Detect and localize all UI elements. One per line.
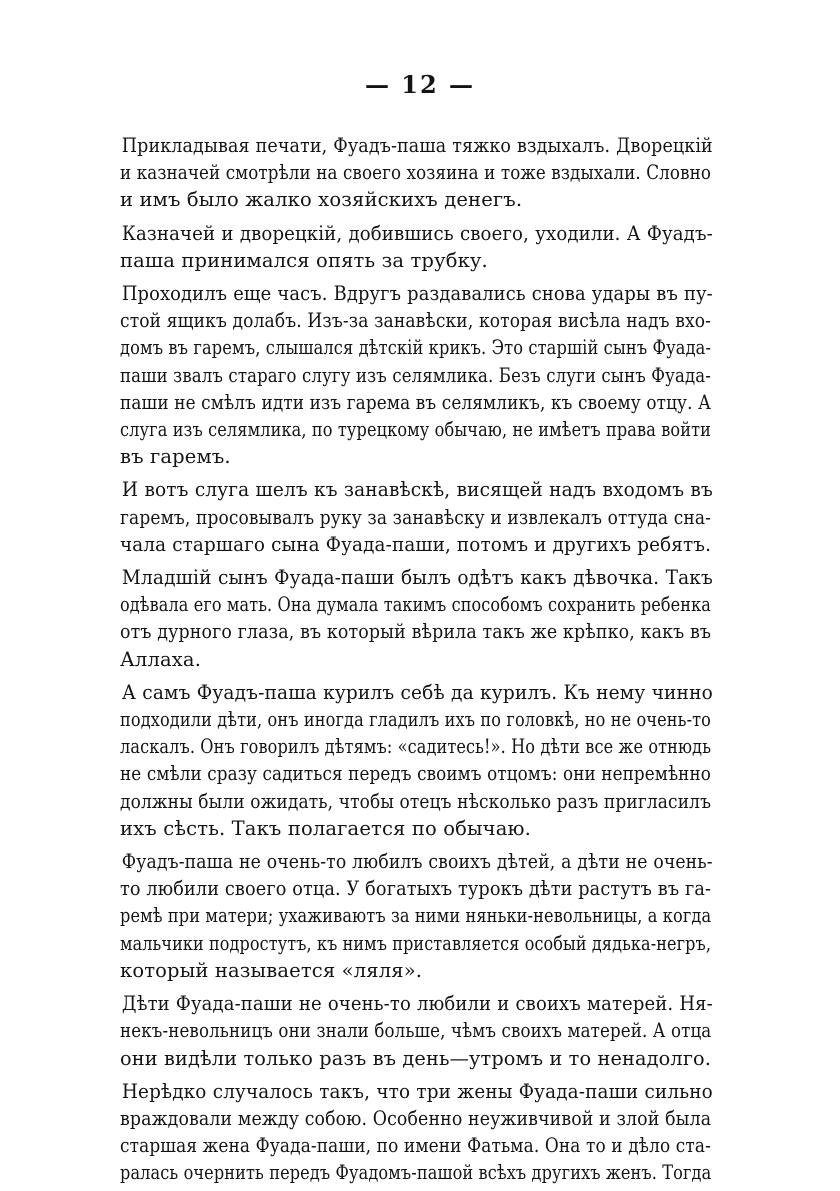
text-line: некъ-невольницъ они знали больше, чѣмъ своихъ матерей. А отца [120,1019,712,1043]
text-line: и казначей смотрѣли на своего хозяина и тоже вздыхали. Словно [120,161,712,185]
text-line: паши не смѣлъ идти изъ гарема въ селямликъ, къ своему отцу. А [120,390,711,414]
text-line: подходили дѣти, онъ иногда гладилъ ихъ по головкѣ, но не очень-то [120,708,712,732]
text-line: и имъ было жалко хозяйскихъ денегъ. [120,188,523,212]
text-line: ремѣ при матери; ухаживаютъ за ними няньки-невольницы, а когда [120,904,712,928]
text-line: домъ въ гаремъ, слышался дѣтскій крикъ. Это старшій сынъ Фуада- [120,336,712,360]
text-line: паши звалъ стараго слугу изъ селямлика. Безъ слуги сынъ Фуада- [120,363,711,387]
text-line: они видѣли только разъ въ день—утромъ и то ненадолго. [120,1046,712,1070]
paragraph [120,1078,711,1187]
page-number: — 12 — [364,70,476,99]
paragraph [120,220,711,274]
text-line: который называется «ляля». [120,958,423,982]
text-line: А самъ Фуадъ-паша курилъ себѣ да курилъ. Къ нему чинно [121,680,713,704]
paragraph [120,679,711,842]
paragraph [120,564,711,673]
text-line: ихъ сѣсть. Такъ полагается по обычаю. [120,816,531,840]
text-line: ласкалъ. Онъ говорилъ дѣтямъ: «садитесь!». Но дѣти все же отнюдь [120,735,712,759]
text-line: не смѣли сразу садиться передъ своимъ отцомъ: они непремѣнно [120,762,711,786]
text-line: одѣвала его мать. Она думала такимъ способомъ сохранить ребенка [120,593,711,617]
text-line: паша принимался опять за трубку. [120,248,488,272]
paragraph [120,280,711,470]
text-line: чала старшаго сына Фуада-паши, потомъ и другихъ ребятъ. [120,532,712,556]
text-line: стой ящикъ долабъ. Изъ-за занавѣски, которая висѣла надъ вхо- [120,309,712,333]
text-line: Младшій сынъ Фуада-паши былъ одѣтъ какъ дѣвочка. Такъ [121,566,713,590]
text-line: должны были ожидать, чтобы отецъ нѣсколько разъ пригласилъ [120,789,712,813]
text-line: слуга изъ селямлика, по турецкому обычаю, не имѣетъ права войти [120,418,712,442]
text-line: старшая жена Фуада-паши, по имени Фатьма. Она то и дѣло ста- [120,1134,711,1158]
text-line: въ гаремъ. [120,445,231,469]
text-line: гаремъ, просовывалъ руку за занавѣску и извлекалъ оттуда сна- [120,505,712,529]
text-line: Проходилъ еще часъ. Вдругъ раздавались снова удары въ пу- [121,282,713,306]
text-line: Казначей и дворецкій, добившись своего, уходили. А Фуадъ- [121,221,713,245]
text-line: Аллаха. [120,647,202,671]
text-line: враждовали между собою. Особенно неуживчивой и злой была [120,1106,712,1130]
text-line: Фуадъ-паша не очень-то любилъ своихъ дѣтей, а дѣти не очень- [121,850,713,874]
text-line: Дѣти Фуада-паши не очень-то любили и своихъ матерей. Ня- [121,992,713,1016]
text-line: И вотъ слуга шелъ къ занавѣскѣ, висящей надъ входомъ въ [121,478,713,502]
paragraph [120,990,711,1072]
text-line: мальчики подростутъ, къ нимъ приставляется особый дядька-негръ, [120,931,712,955]
body-text [120,126,711,1187]
text-line: Нерѣдко случалось такъ, что три жены Фуада-паши сильно [121,1079,713,1103]
paragraph [120,132,711,214]
paragraph [120,848,711,984]
paragraph [120,476,711,558]
text-line: то любили своего отца. У богатыхъ турокъ дѣти растутъ въ га- [120,877,712,901]
text-line: ралась очернить передъ Фуадомъ-пашой всѣхъ другихъ женъ. Тогда [120,1161,712,1185]
text-line: отъ дурного глаза, въ который вѣрила такъ же крѣпко, какъ въ [120,620,712,644]
text-line: Прикладывая печати, Фуадъ-паша тяжко вздыхалъ. Дворецкій [121,134,713,157]
